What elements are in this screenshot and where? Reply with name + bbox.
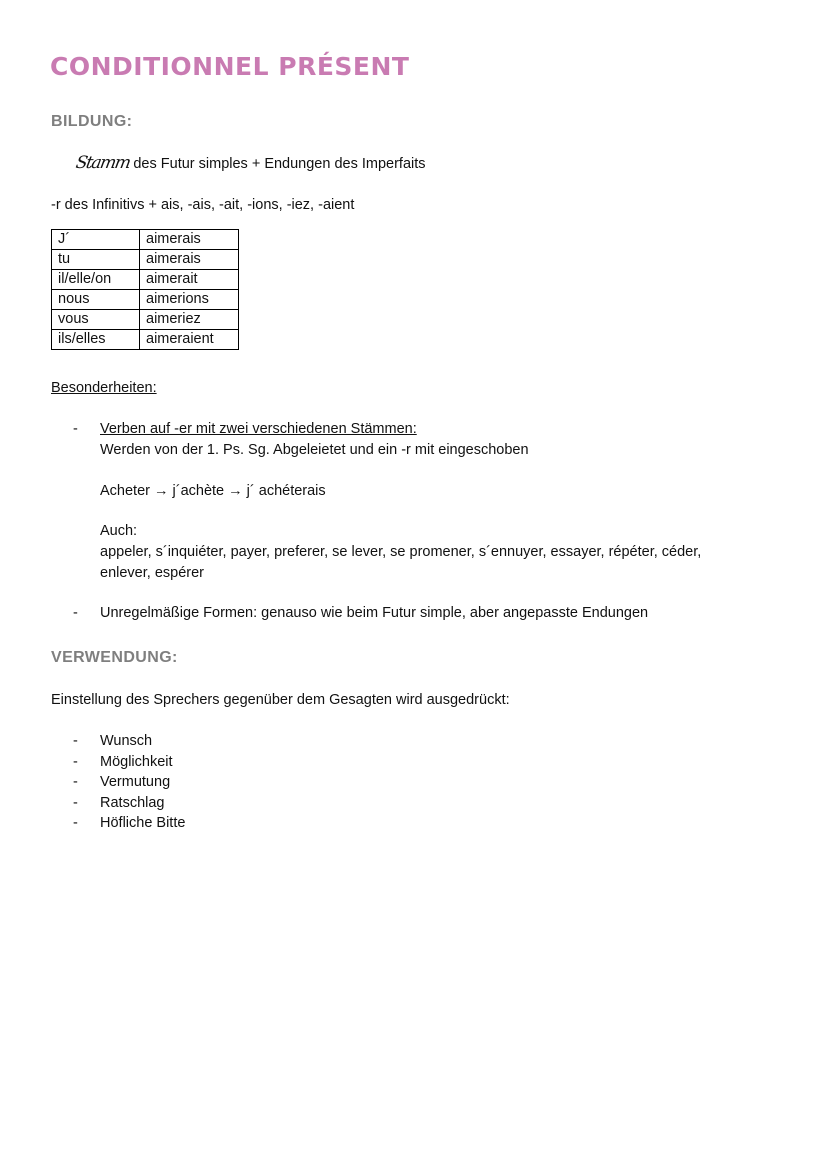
conjugation-row [52, 330, 239, 350]
conjugation-table [51, 229, 239, 350]
besonderheiten-heading: Besonderheiten: [51, 380, 157, 396]
bullet-dash: - [73, 605, 78, 621]
verb-form-cell: aimeraient [140, 330, 239, 350]
verb-form-cell: aimerait [140, 270, 239, 290]
page-title: CONDITIONNEL PRÉSENT [50, 52, 410, 81]
bullet-title-two-stems: Verben auf -er mit zwei verschiedenen Stämmen: [100, 421, 417, 437]
verb-form-cell: aimerais [140, 230, 239, 250]
auch-verbs-line2: enlever, espérer [100, 565, 204, 581]
conjugation-row [52, 230, 239, 250]
pronoun-cell: vous [52, 310, 140, 330]
pronoun-cell: J´ [52, 230, 140, 250]
verb-form-cell: aimerions [140, 290, 239, 310]
pronoun-cell: ils/elles [52, 330, 140, 350]
acheter-example: Acheter → j´achète → j´ achéterais [100, 483, 326, 499]
verwendung-item: Höfliche Bitte [100, 815, 186, 831]
pronoun-cell: il/elle/on [52, 270, 140, 290]
bullet-dash: - [73, 754, 78, 770]
bullet-dash: - [73, 795, 78, 811]
bullet-dash: - [73, 733, 78, 749]
bildung-rule-line [76, 153, 426, 174]
pronoun-cell: tu [52, 250, 140, 270]
bullet-irregular-forms: Unregelmäßige Formen: genauso wie beim Futur simple, aber angepasste Endungen [100, 605, 649, 621]
verwendung-item: Ratschlag [100, 795, 165, 811]
verwendung-item: Wunsch [100, 733, 153, 749]
bullet-dash: - [73, 421, 78, 437]
bullet-dash: - [73, 774, 78, 790]
pronoun-cell: nous [52, 290, 140, 310]
bullet-two-stems-explanation: Werden von der 1. Ps. Sg. Abgeleietet und ein -r mit eingeschoben [100, 442, 529, 458]
conjugation-row [52, 270, 239, 290]
conjugation-row [52, 290, 239, 310]
verwendung-item: Vermutung [100, 774, 171, 790]
handwritten-stamm: Stamm [74, 153, 132, 173]
verwendung-intro: Einstellung des Sprechers gegenüber dem Gesagten wird ausgedrückt: [51, 692, 510, 708]
bildung-heading: BILDUNG: [51, 113, 133, 130]
auch-verbs-line1: appeler, s´inquiéter, payer, preferer, se lever, se promener, s´ennuyer, essayer, répéter, céder, [100, 544, 702, 560]
conjugation-row [52, 250, 239, 270]
bildung-endings-line: -r des Infinitivs + ais, -ais, -ait, -ions, -iez, -aient [51, 197, 355, 213]
verb-form-cell: aimerais [140, 250, 239, 270]
verb-form-cell: aimeriez [140, 310, 239, 330]
conjugation-row [52, 310, 239, 330]
bullet-dash: - [73, 815, 78, 831]
verwendung-heading: VERWENDUNG: [51, 649, 178, 666]
auch-label: Auch: [100, 523, 138, 539]
verwendung-item: Möglichkeit [100, 754, 173, 770]
bildung-rule-text: des Futur simples + Endungen des Imperfaits [133, 156, 426, 172]
